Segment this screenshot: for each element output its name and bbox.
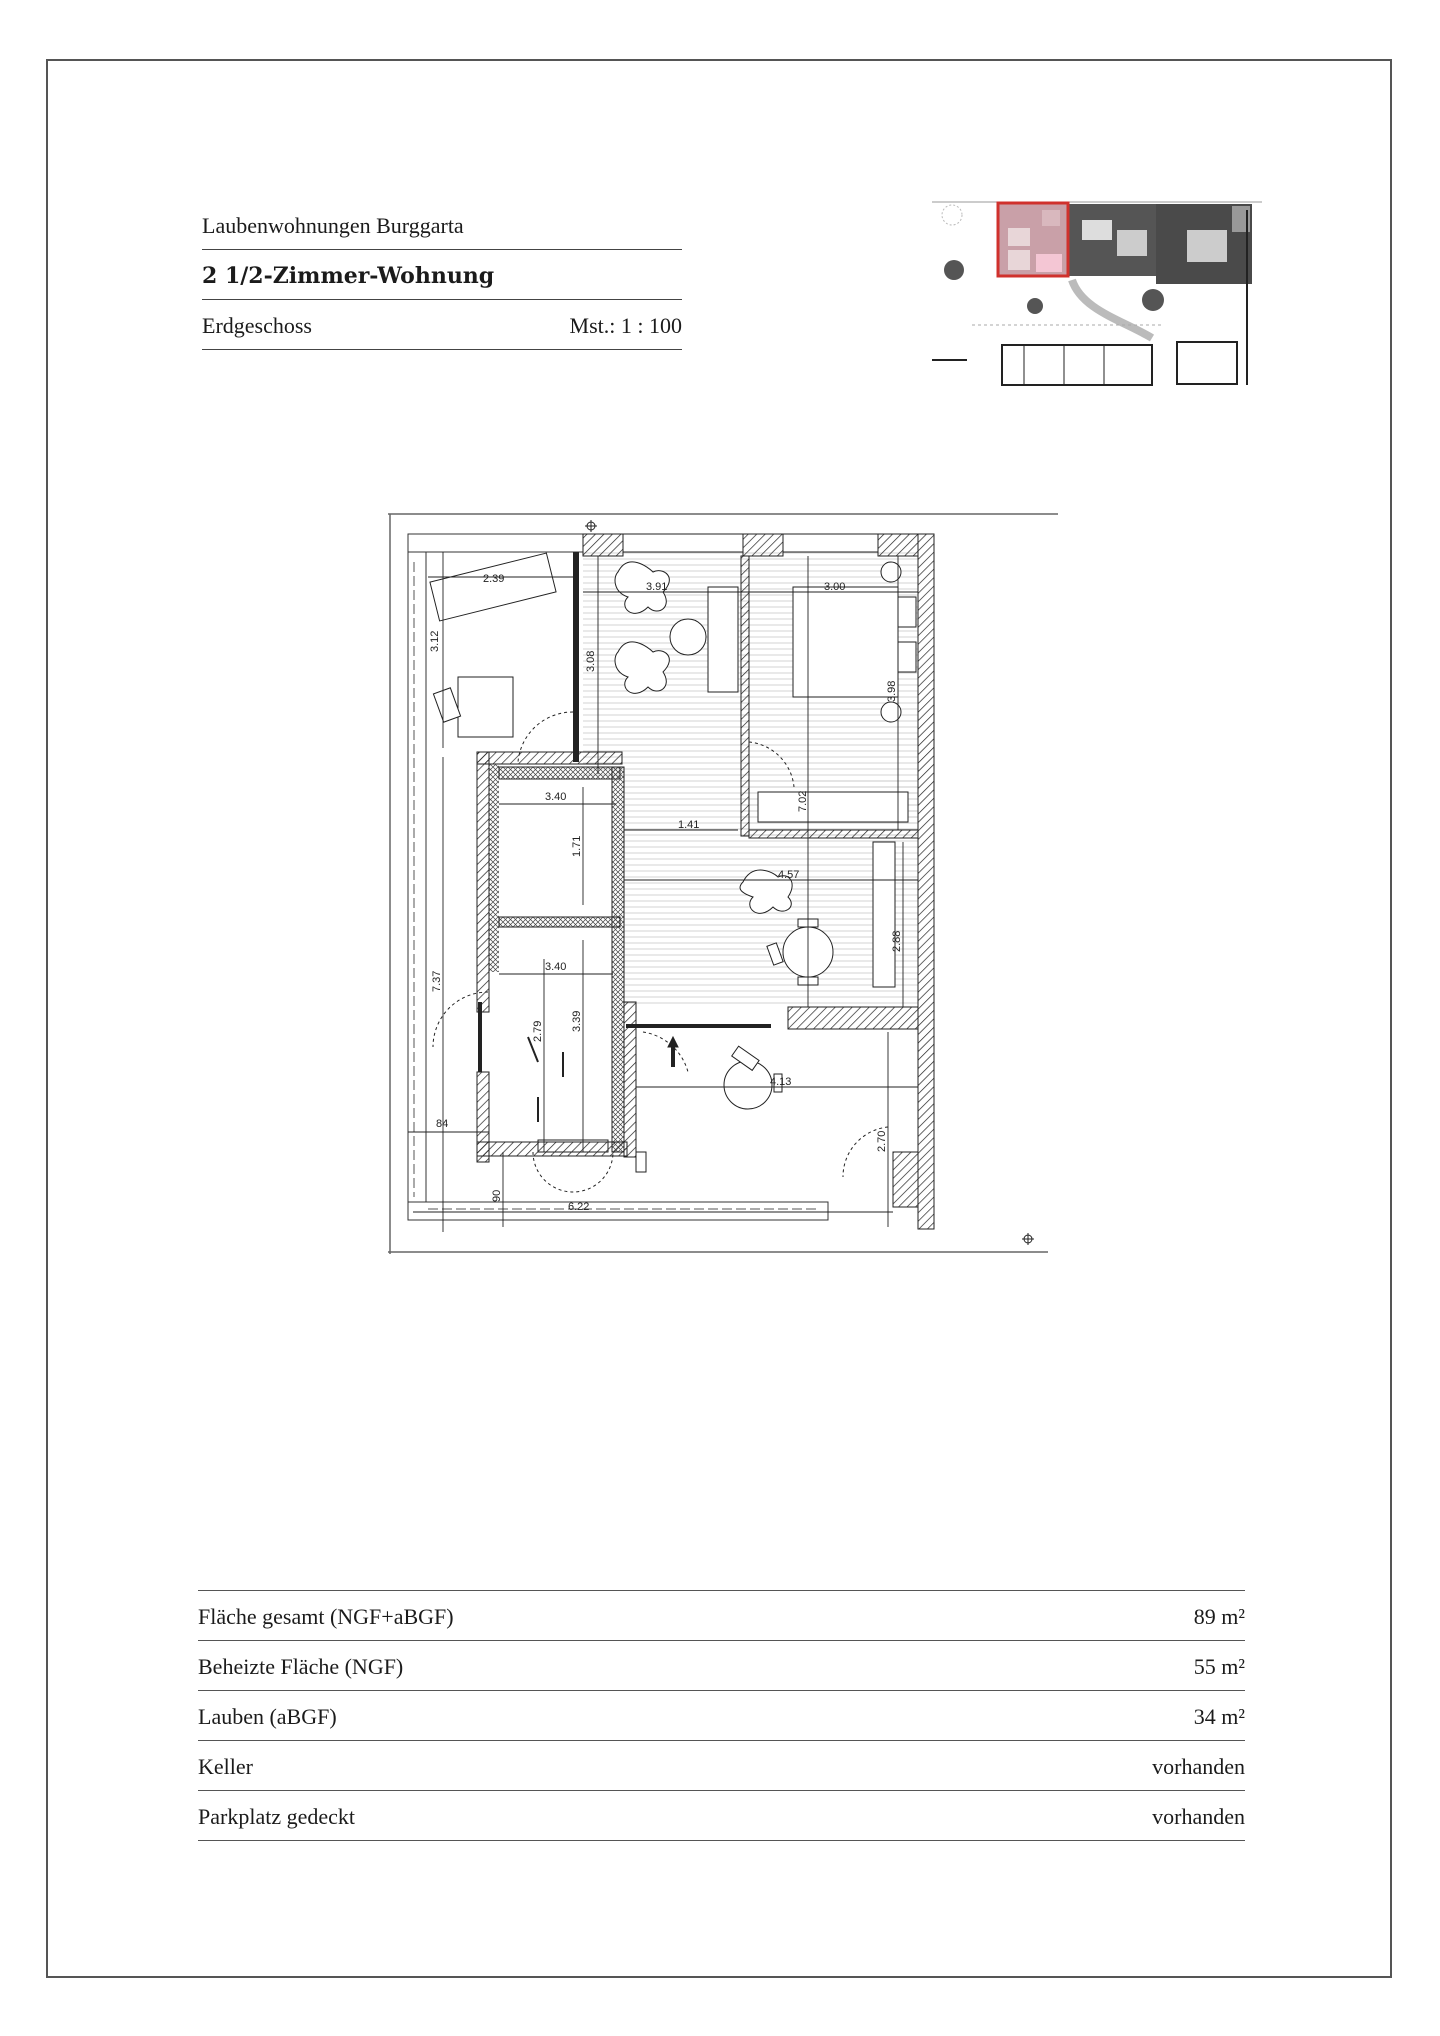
- spec-row: [198, 1641, 1245, 1691]
- spec-row: [198, 1691, 1245, 1741]
- dim-left-height: 7.37: [431, 970, 443, 992]
- header-row-unit: [202, 250, 682, 300]
- dim-bedroom-height: 3.98: [886, 680, 898, 702]
- spec-value: 55 m²: [1193, 1654, 1245, 1679]
- floor-plan: [388, 512, 1058, 1254]
- scale-label: Mst.: 1 : 100: [569, 313, 682, 338]
- spec-value: 89 m²: [1193, 1604, 1245, 1629]
- unit-type: 2 1/2-Zimmer-Wohnung: [202, 263, 495, 289]
- floor-label: Erdgeschoss: [202, 313, 312, 338]
- spec-label: Parkplatz gedeckt: [198, 1804, 355, 1829]
- dim-small-84: 84: [436, 1118, 449, 1130]
- dim-kitchen-inner: 2.79: [532, 1020, 544, 1042]
- dim-living-width: 3.91: [646, 581, 668, 593]
- highlighted-unit: [998, 203, 1068, 276]
- dim-bath-height: 1.71: [571, 835, 583, 857]
- dim-kitchen-width: 3.40: [545, 961, 567, 973]
- dim-loggia-width: 4.13: [770, 1076, 792, 1088]
- dim-bedroom-width: 3.00: [824, 581, 846, 593]
- header-row-project: [202, 200, 682, 250]
- spec-label: Beheizte Fläche (NGF): [198, 1654, 404, 1679]
- dim-office-width: 2.39: [483, 573, 505, 585]
- spec-row: [198, 1741, 1245, 1791]
- dim-dining-height: 2.88: [891, 930, 903, 952]
- spec-label: Keller: [198, 1754, 253, 1779]
- dim-corridor-width: 1.41: [678, 819, 700, 831]
- spec-value: 34 m²: [1193, 1704, 1245, 1729]
- dim-living-height: 3.08: [585, 650, 597, 672]
- spec-value: vorhanden: [1152, 1804, 1245, 1829]
- dim-kitchen-height: 3.39: [571, 1010, 583, 1032]
- dim-loggia-height: 2.70: [876, 1130, 888, 1152]
- dim-bath-width: 3.40: [545, 791, 567, 803]
- dim-dining-width: 4.57: [778, 869, 800, 881]
- specs-table: [198, 1590, 1245, 1841]
- dim-small-90: 90: [491, 1189, 503, 1202]
- site-plan-thumbnail: [932, 190, 1272, 390]
- spec-row: [198, 1591, 1245, 1641]
- dim-bottom-width: 6.22: [568, 1201, 590, 1213]
- dim-overall-height: 7.02: [797, 790, 809, 812]
- project-title: Laubenwohnungen Burggarta: [202, 213, 464, 238]
- header-block: [202, 200, 682, 350]
- spec-label: Lauben (aBGF): [198, 1704, 337, 1729]
- dim-office-height: 3.12: [429, 630, 441, 652]
- header-row-floor: [202, 300, 682, 350]
- spec-value: vorhanden: [1152, 1754, 1245, 1779]
- spec-row: [198, 1791, 1245, 1841]
- spec-label: Fläche gesamt (NGF+aBGF): [198, 1604, 454, 1629]
